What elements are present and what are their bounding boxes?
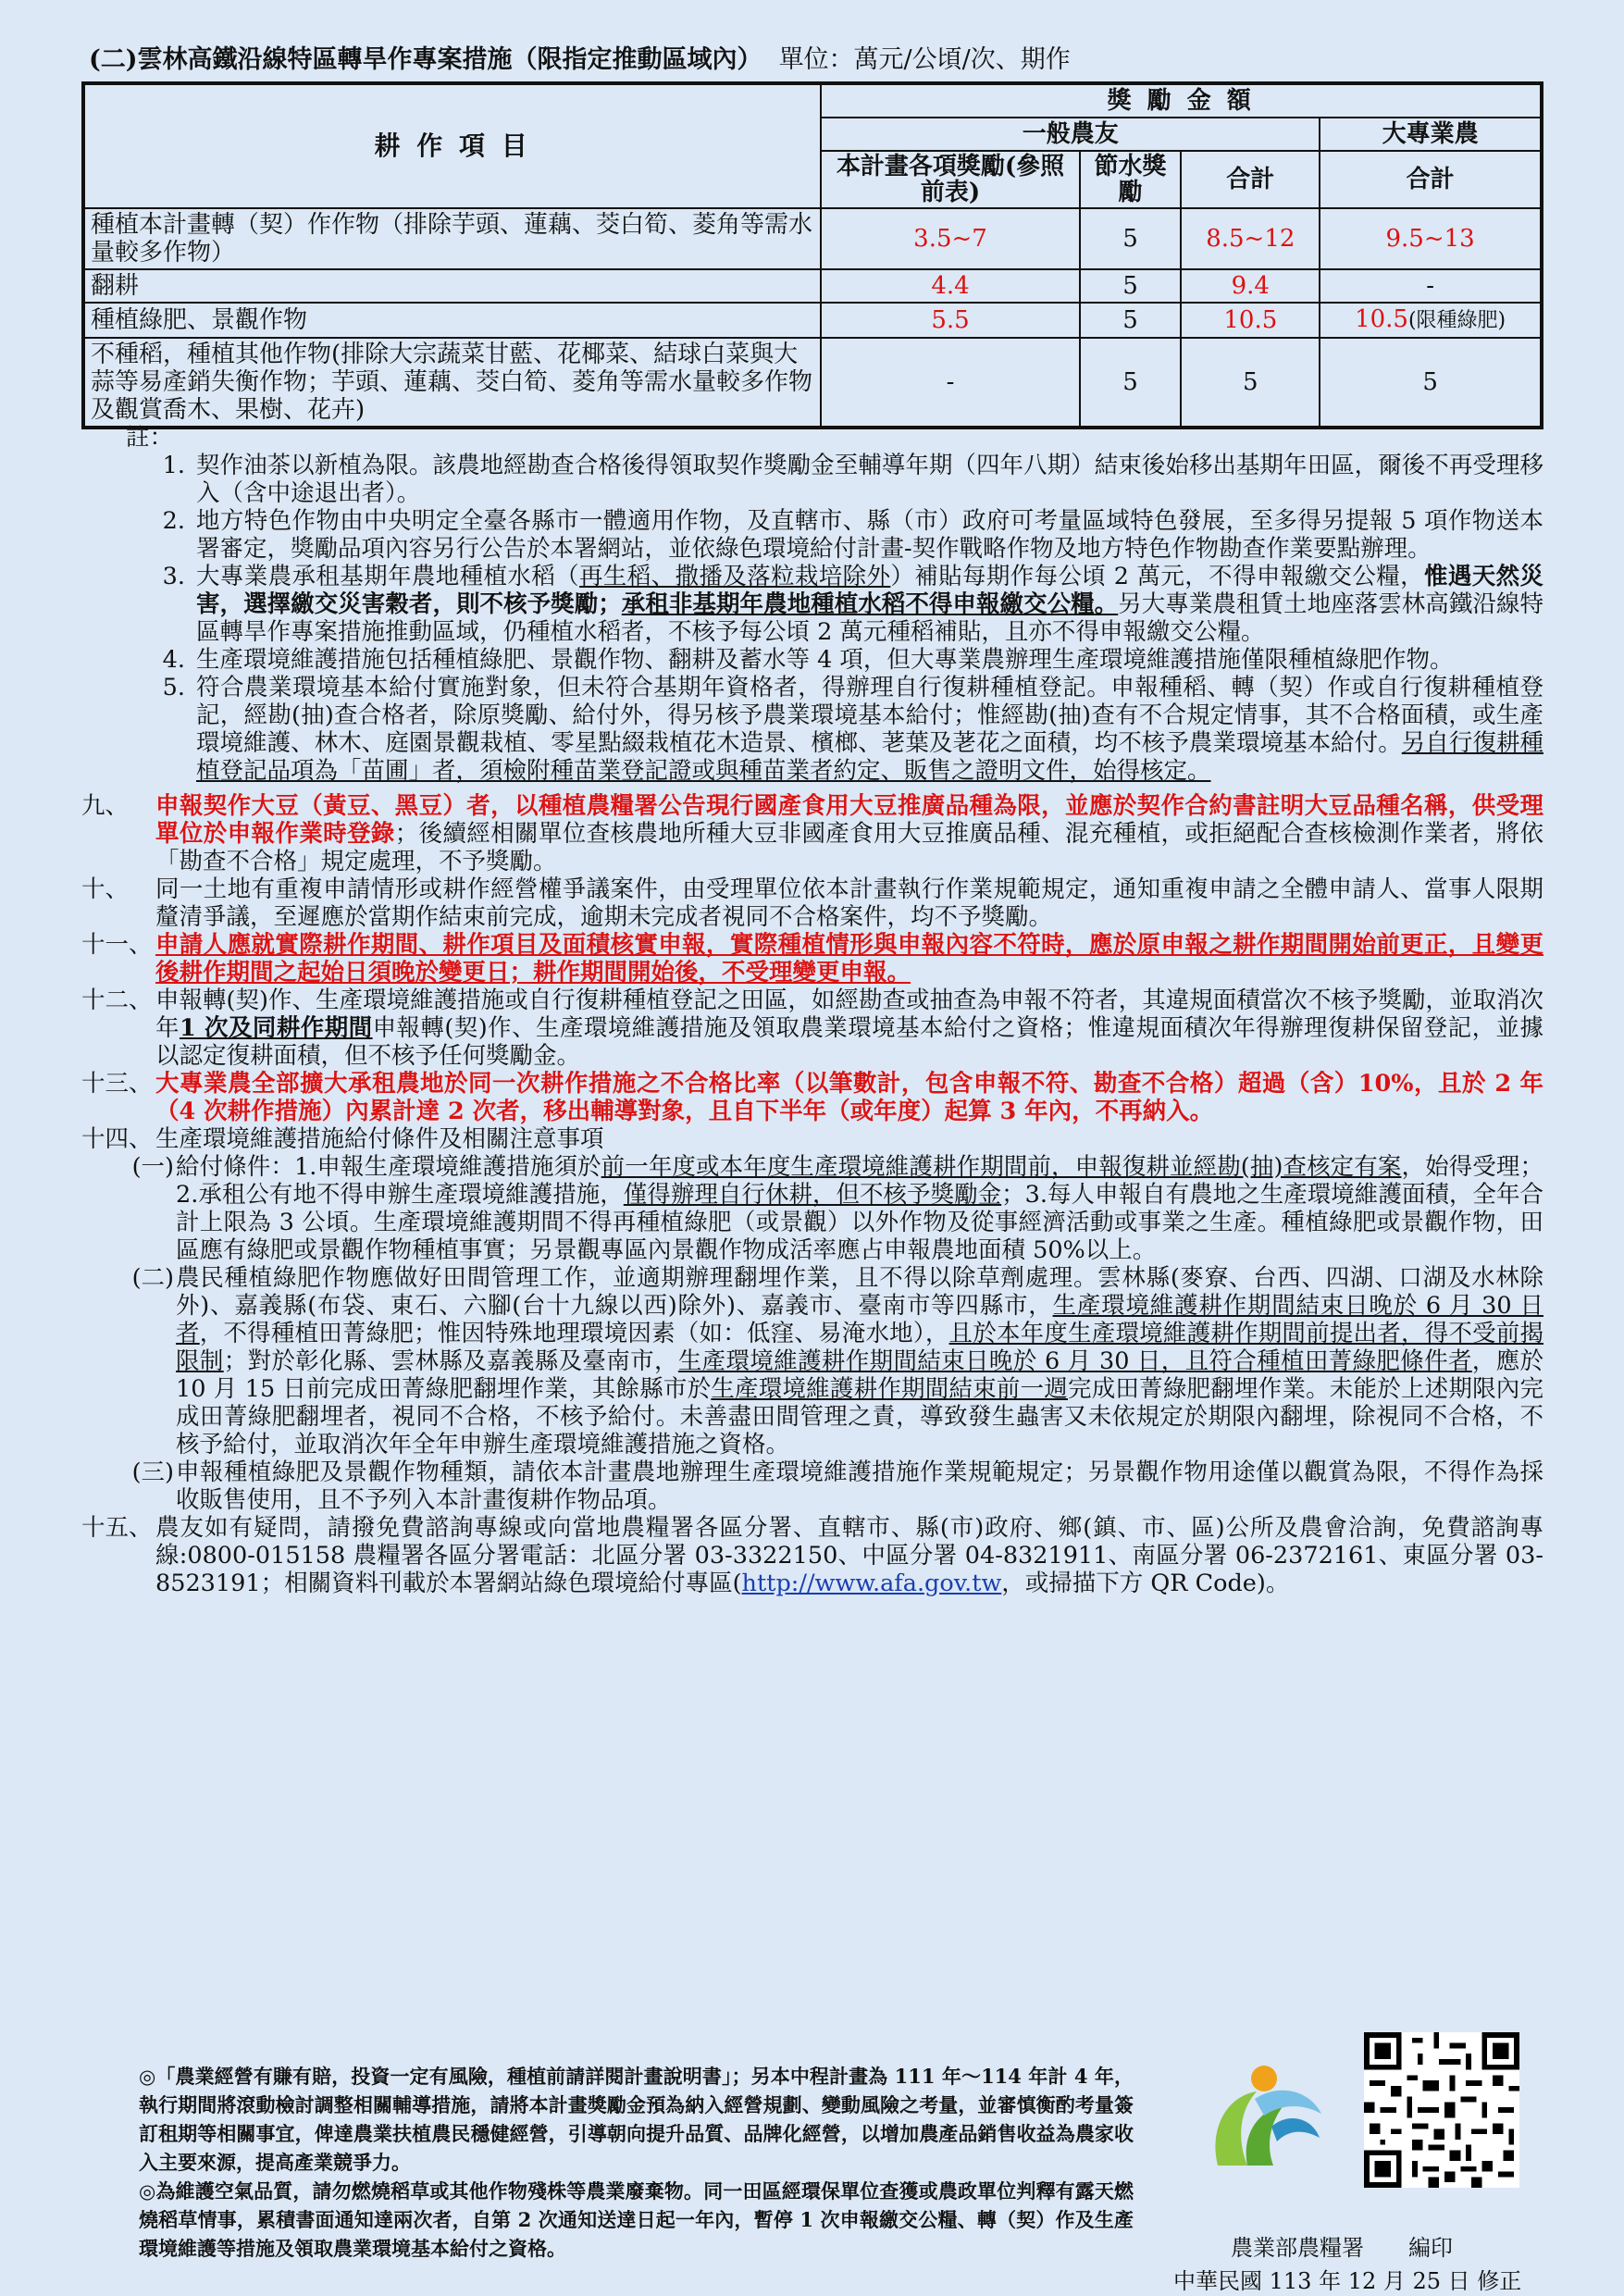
item-14-sub-3: (三) 申報種植綠肥及景觀作物種類，請依本計畫農地辦理生產環境維護措施作業規範規定；另景觀作物用途僅以觀賞為限，不得作為採收販售使用，且不予列入本計畫復耕作物品項。 — [131, 1458, 1543, 1514]
row-pro: - — [1320, 269, 1542, 303]
note-2: 2. 地方特色作物由中央明定全臺各縣市一體適用作物，及直轄市、縣（市）政府可考量區域特色發展，至多得另提報 5 項作物送本署審定，獎勵品項內容另行公告於本署網站，並依綠色環境給付計畫-契作戰略作物及地方特色作物勘查作業要點辦理。 — [162, 507, 1543, 563]
footer-notes — [139, 2062, 1134, 2263]
item-14-sub-1: (一) 給付條件：1.申報生產環境維護措施須於前一年度或本年度生產環境維護耕作期間前，申報復耕並經勘(抽)查核定有案，始得受理；2.承租公有地不得申辦生產環境維護措施，僅得辦理自行休耕，但不核予獎勵金；3.每人申報自有農地之生產環境維護面積，全年合計上限為 3 公頃。生產環境維護期間不得再種植綠肥（或景觀）以外作物及從事經濟活動或事業之生產。種植綠肥或景觀作物，田區應有綠肥或景觀作物種植事實；另景觀專區內景觀作物成活率應占申報農地面積 50%以上。 — [131, 1153, 1543, 1264]
item-14: 十四、 生產環境維護措施給付條件及相關注意事項 — [81, 1125, 604, 1153]
row-water: 5 — [1080, 338, 1182, 428]
unit-label: 單位：萬元/公頃/次、期作 — [778, 45, 1071, 74]
item-10: 十、 同一土地有重複申請情形或耕作經營權爭議案件，由受理單位依本計畫執行作業規範規定，通知重複申請之全體申請人、當事人限期釐清爭議，至遲應於當期作結束前完成，逾期未完成者視同不合格案件，均不予獎勵。 — [81, 875, 1543, 931]
row-item: 不種稻，種植其他作物(排除大宗蔬菜甘藍、花椰菜、結球白菜與大蒜等易產銷失衡作物；芋頭、蓮藕、茭白筍、菱角等需水量較多作物及觀賞喬木、果樹、花卉) — [83, 338, 821, 428]
row-water: 5 — [1080, 303, 1182, 338]
header-award: 獎 勵 金 額 — [821, 83, 1542, 118]
note-1: 1. 契作油茶以新植為限。該農地經勘查合格後得領取契作獎勵金至輔導年期（四年八期）結束後始移出基期年田區，爾後不再受理移入（含中途退出者）。 — [162, 452, 1543, 507]
header-total: 合計 — [1181, 151, 1320, 208]
row-water: 5 — [1080, 208, 1182, 269]
note-3: 3. 大專業農承租基期年農地種植水稻（再生稻、撒播及落粒栽培除外）補貼每期作每公頃 2 萬元，不得申報繳交公糧，惟遇天然災害，選擇繳交災害穀者，則不核予獎勵；承租非基期年農地種植水稻不得申報繳交公糧。另大專業農租賃土地座落雲林高鐵沿線特區轉旱作專案措施推動區域，仍種植水稻者，不核予每公頃 2 萬元種稻補貼，且亦不得申報繳交公糧。 — [162, 563, 1543, 646]
row-total: 8.5~12 — [1181, 208, 1320, 269]
item-13: 十三、 大專業農全部擴大承租農地於同一次耕作措施之不合格比率（以筆數計，包含申報不符、勘查不合格）超過（含）10%，且於 2 年（4 次耕作措施）內累計達 2 次者，移出輔導對象，且自下半年（或年度）起算 3 年內，不再納入。 — [81, 1070, 1543, 1125]
award-table — [81, 81, 1543, 429]
publisher-credit: 農業部農糧署 編印 — [1231, 2235, 1453, 2261]
item-12: 十二、 申報轉(契)作、生產環境維護措施或自行復耕種植登記之田區，如經勘查或抽查為申報不符者，其違規面積當次不核予獎勵，並取消次年1 次及同耕作期間申報轉(契)作、生產環境維護措施及領取農業環境基本給付之資格；惟違規面積次年得辦理復耕保留登記，並據以認定復耕面積，但不核予任何獎勵金。 — [81, 987, 1543, 1070]
row-pro: 5 — [1320, 338, 1542, 428]
revision-date: 中華民國 113 年 12 月 25 日 修正 — [1173, 2268, 1522, 2294]
footer-note-air: ◎為維護空氣品質，請勿燃燒稻草或其他作物殘株等農業廢棄物。同一田區經環保單位查獲或農政單位判釋有露天燃燒稻草情事，累積書面通知達兩次者，自第 2 次通知送達日起一年內，暫停 1 次申報繳交公糧、轉（契）作及生產環境維護等措施及領取農業環境基本給付之資格。 — [139, 2179, 1134, 2260]
row-total: 9.4 — [1181, 269, 1320, 303]
section-title — [89, 44, 1071, 76]
row-total: 10.5 — [1181, 303, 1320, 338]
row-item: 種植綠肥、景觀作物 — [83, 303, 821, 338]
row-item: 翻耕 — [83, 269, 821, 303]
table-row — [83, 208, 1542, 269]
row-plan: 5.5 — [821, 303, 1079, 338]
row-pro-note: (限種綠肥) — [1407, 309, 1506, 332]
item-9: 九、 申報契作大豆（黃豆、黑豆）者，以種植農糧署公告現行國產食用大豆推廣品種為限，並應於契作合約書註明大豆品種名稱，供受理單位於申報作業時登錄；後續經相關單位查核農地所種大豆非國產食用大豆推廣品種、混充種植，或拒絕配合查核檢測作業者，將依「勘查不合格」規定處理，不予獎勵。 — [81, 792, 1543, 875]
header-water: 節水獎勵 — [1080, 151, 1182, 208]
row-plan: 4.4 — [821, 269, 1079, 303]
row-plan: - — [821, 338, 1079, 428]
row-pro: 9.5~13 — [1320, 208, 1542, 269]
header-plan: 本計畫各項獎勵(參照前表) — [821, 151, 1079, 208]
row-pro — [1320, 303, 1542, 338]
note-4: 4. 生產環境維護措施包括種植綠肥、景觀作物、翻耕及蓄水等 4 項，但大專業農辦理生產環境維護措施僅限種植綠肥作物。 — [162, 646, 1454, 674]
table-row — [83, 303, 1542, 338]
notes-section — [81, 424, 1543, 1597]
qr-code-icon[interactable] — [1364, 2032, 1519, 2188]
row-plan: 3.5~7 — [821, 208, 1079, 269]
item-14-sub-2: (二) 農民種植綠肥作物應做好田間管理工作，並適期辦理翻埋作業，且不得以除草劑處理。雲林縣(麥寮、台西、四湖、口湖及水林除外)、嘉義縣(布袋、東石、六腳(台十九線以西)除外)、嘉義市、臺南市等四縣市，生產環境維護耕作期間結束日晚於 6 月 30 日者，不得種植田菁綠肥；惟因特殊地理環境因素（如：低窪、易淹水地），且於本年度生產環境維護耕作期間前提出者，得不受前揭限制；對於彰化縣、雲林縣及嘉義縣及臺南市，生產環境維護耕作期間結束日晚於 6 月 30 日，且符合種植田菁綠肥條件者，應於 10 月 15 日前完成田菁綠肥翻埋作業，其餘縣市於生產環境維護耕作期間結束前一週完成田菁綠肥翻埋作業。未能於上述期限內完成田菁綠肥翻埋者，視同不合格，不核予給付。未善盡田間管理之責，導致發生蟲害又未依規定於期限內翻埋，除視同不合格，不核予給付，並取消次年全年申辦生產環境維護措施之資格。 — [131, 1264, 1543, 1458]
row-water: 5 — [1080, 269, 1182, 303]
footer-note-risk: ◎「農業經營有賺有賠，投資一定有風險，種植前請詳閱計畫說明書」；另本中程計畫為 111 年～114 年計 4 年，執行期間將滾動檢討調整相關輔導措施，請將本計畫獎勵金預為納入經營規劃、變動風險之考量，並審慎衡酌考量簽訂租期等相關事宜，俾達農業扶植農民穩健經營，引導朝向提升品質、品牌化經營，以增加農產品銷售收益為農家收入主要來源，提高產業競爭力。 — [139, 2065, 1134, 2174]
section-title-text: (二)雲林高鐵沿線特區轉旱作專案措施（限指定推動區域內） — [89, 45, 762, 74]
agency-logo-icon — [1199, 2045, 1329, 2175]
header-total-pro: 合計 — [1320, 151, 1542, 208]
header-item: 耕 作 項 目 — [83, 83, 821, 208]
website-link[interactable]: http://www.afa.gov.tw — [741, 1570, 1002, 1597]
row-pro-value: 10.5 — [1355, 305, 1408, 333]
table-row — [83, 338, 1542, 428]
header-general: 一般農友 — [821, 118, 1320, 151]
header-professional: 大專業農 — [1320, 118, 1542, 151]
row-item: 種植本計畫轉（契）作作物（排除芋頭、蓮藕、茭白筍、菱角等需水量較多作物） — [83, 208, 821, 269]
row-total: 5 — [1181, 338, 1320, 428]
table-row — [83, 269, 1542, 303]
notes-label: 註： — [126, 424, 174, 452]
item-15: 十五、 農友如有疑問，請撥免費諮詢專線或向當地農糧署各區分署、直轄市、縣(市)政府、鄉(鎮、市、區)公所及農會洽詢，免費諮詢專線:0800-015158 農糧署各區分署電話：北區分署 03-3322150、中區分署 04-8321911、南區分署 06-2372161、東區分署 03-8523191；相關資料刊載於本署網站綠色環境給付專區(http://www.afa.gov.tw，或掃描下方 QR Code)。 — [81, 1514, 1543, 1597]
item-11: 十一、 申請人應就實際耕作期間、耕作項目及面積核實申報，實際種植情形與申報內容不符時，應於原申報之耕作期間開始前更正，且變更後耕作期間之起始日須晚於變更日；耕作期間開始後，不受理變更申報。 — [81, 931, 1543, 987]
note-5: 5. 符合農業環境基本給付實施對象，但未符合基期年資格者，得辦理自行復耕種植登記。申報種稻、轉（契）作或自行復耕種植登記，經勘(抽)查合格者，除原獎勵、給付外，得另核予農業環境基本給付；惟經勘(抽)查有不合規定情事，其不合格面積，或生產環境維護、林木、庭園景觀栽植、零星點綴栽植花木造景、檳榔、荖葉及荖花之面積，均不核予農業環境基本給付。另自行復耕種植登記品項為「苗圃」者，須檢附種苗業登記證或與種苗業者約定、販售之證明文件，始得核定。 — [162, 674, 1543, 785]
